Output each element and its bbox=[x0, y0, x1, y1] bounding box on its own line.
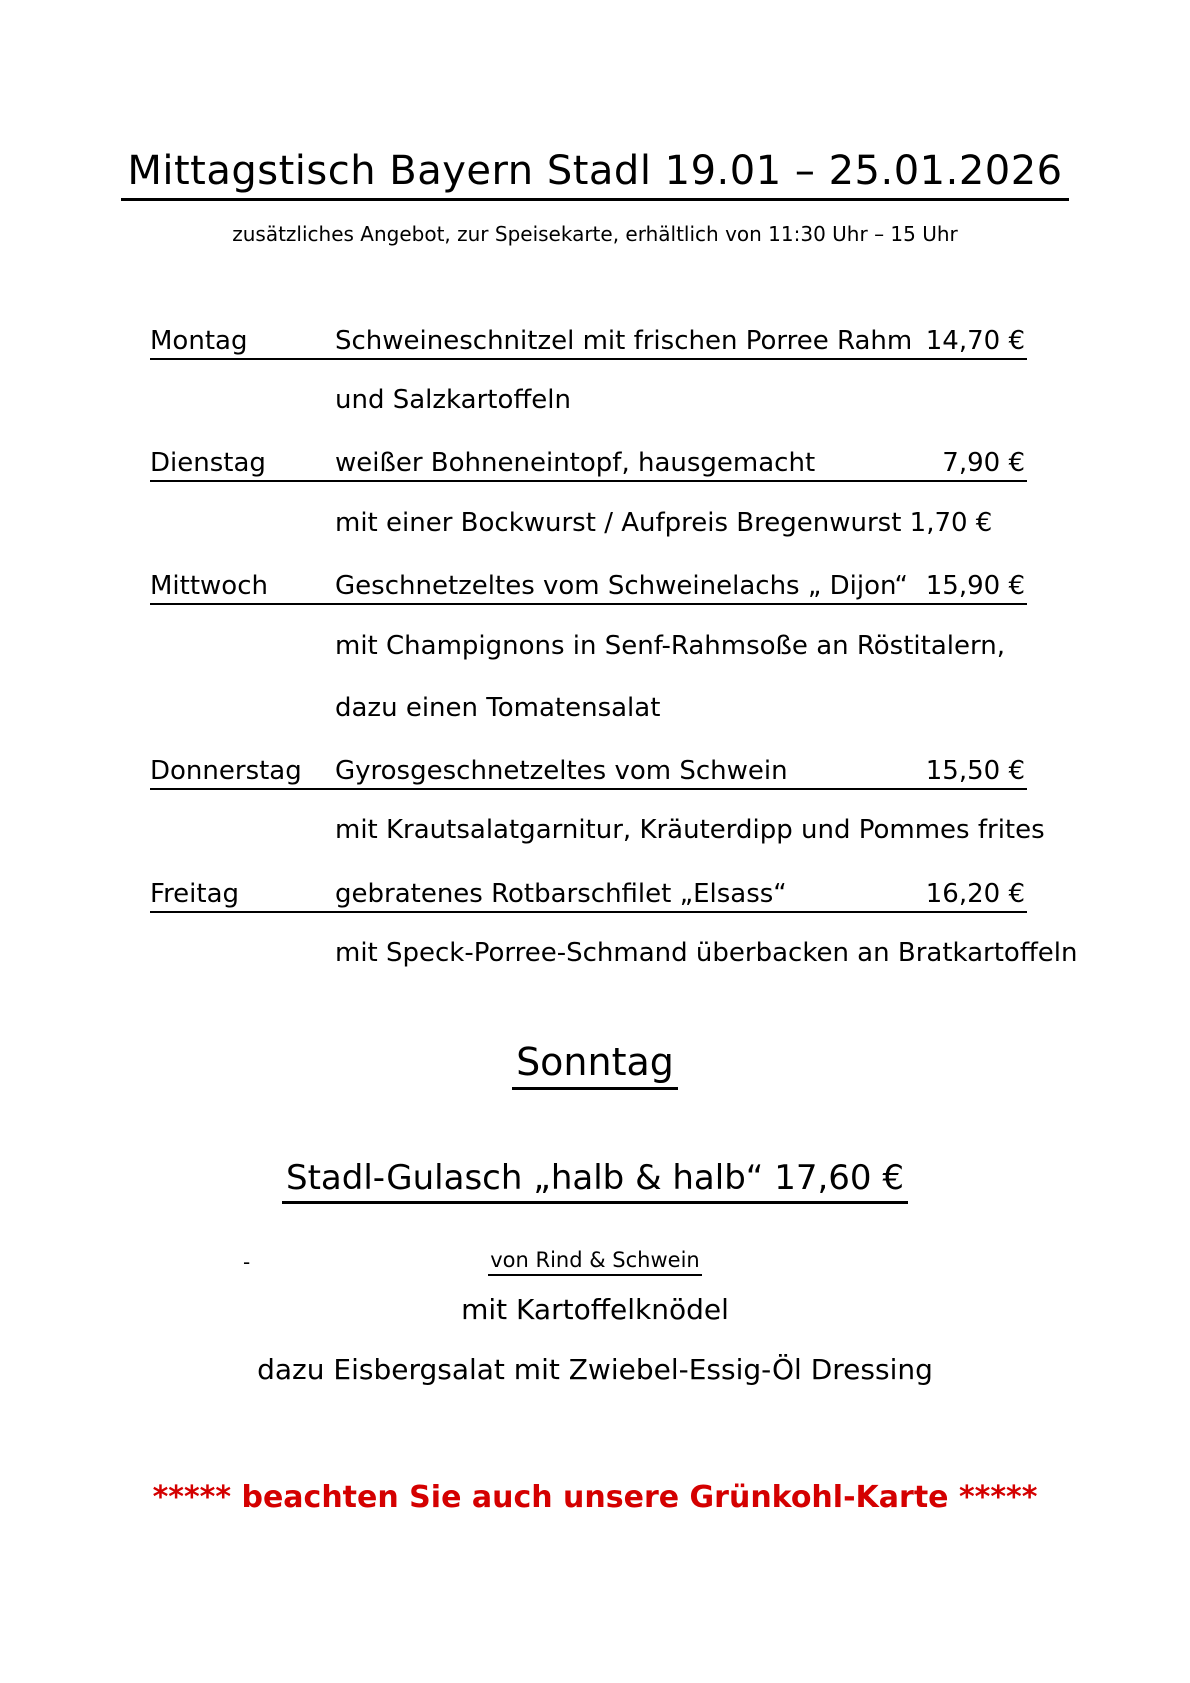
menu-row-montag bbox=[150, 322, 1027, 360]
dish-price: 7,90 € bbox=[942, 448, 1025, 478]
day-label: Dienstag bbox=[150, 448, 266, 478]
menu-row-donnerstag bbox=[150, 752, 1027, 790]
sunday-heading: Sonntag bbox=[512, 1040, 678, 1090]
dish-name: Schweineschnitzel mit frischen Porree Rahm bbox=[335, 326, 913, 356]
sunday-dish: Stadl-Gulasch „halb & halb“ 17,60 € bbox=[282, 1158, 908, 1204]
menu-row-freitag bbox=[150, 875, 1027, 913]
dish-name: Gyrosgeschnetzeltes vom Schwein bbox=[335, 756, 788, 786]
dish-detail: mit einer Bockwurst / Aufpreis Bregenwurst 1,70 € bbox=[335, 508, 993, 538]
sunday-section bbox=[0, 1040, 1190, 1090]
sunday-salad: dazu Eisbergsalat mit Zwiebel-Essig-Öl Dressing bbox=[257, 1353, 933, 1386]
day-label: Freitag bbox=[150, 879, 240, 909]
day-label: Donnerstag bbox=[150, 756, 302, 786]
sunday-meat-note: von Rind & Schwein bbox=[488, 1248, 701, 1276]
dish-detail: mit Speck-Porree-Schmand überbacken an Bratkartoffeln bbox=[335, 938, 1078, 968]
dish-detail: mit Krautsalatgarnitur, Kräuterdipp und Pommes frites bbox=[335, 815, 1045, 845]
menu-row-dienstag bbox=[150, 444, 1027, 482]
stray-dash: - bbox=[243, 1250, 251, 1274]
footer-note-line bbox=[0, 1480, 1190, 1515]
subheader bbox=[0, 222, 1190, 246]
dish-detail: mit Champignons in Senf-Rahmsoße an Röstitalern, bbox=[335, 631, 1005, 661]
dish-price: 15,50 € bbox=[925, 756, 1025, 786]
sunday-detail-1 bbox=[0, 1293, 1190, 1326]
dish-detail: dazu einen Tomatensalat bbox=[335, 693, 661, 723]
footer-note: ***** beachten Sie auch unsere Grünkohl-Karte ***** bbox=[152, 1480, 1038, 1515]
menu-row-mittwoch bbox=[150, 567, 1027, 605]
page-subtitle: zusätzliches Angebot, zur Speisekarte, erhältlich von 11:30 Uhr – 15 Uhr bbox=[232, 222, 958, 246]
sunday-dish-line bbox=[0, 1158, 1190, 1204]
sunday-side: mit Kartoffelknödel bbox=[461, 1293, 729, 1326]
dish-price: 14,70 € bbox=[925, 326, 1025, 356]
header bbox=[0, 148, 1190, 201]
day-label: Mittwoch bbox=[150, 571, 268, 601]
dish-name: gebratenes Rotbarschfilet „Elsass“ bbox=[335, 879, 787, 909]
sunday-detail-2 bbox=[0, 1353, 1190, 1386]
dish-name: weißer Bohneneintopf, hausgemacht bbox=[335, 448, 816, 478]
sunday-subline bbox=[0, 1248, 1190, 1276]
dish-price: 15,90 € bbox=[925, 571, 1025, 601]
dish-price: 16,20 € bbox=[925, 879, 1025, 909]
day-label: Montag bbox=[150, 326, 248, 356]
page-title: Mittagstisch Bayern Stadl 19.01 – 25.01.2026 bbox=[121, 148, 1068, 201]
dish-detail: und Salzkartoffeln bbox=[335, 385, 571, 415]
dish-name: Geschnetzeltes vom Schweinelachs „ Dijon“ bbox=[335, 571, 909, 601]
